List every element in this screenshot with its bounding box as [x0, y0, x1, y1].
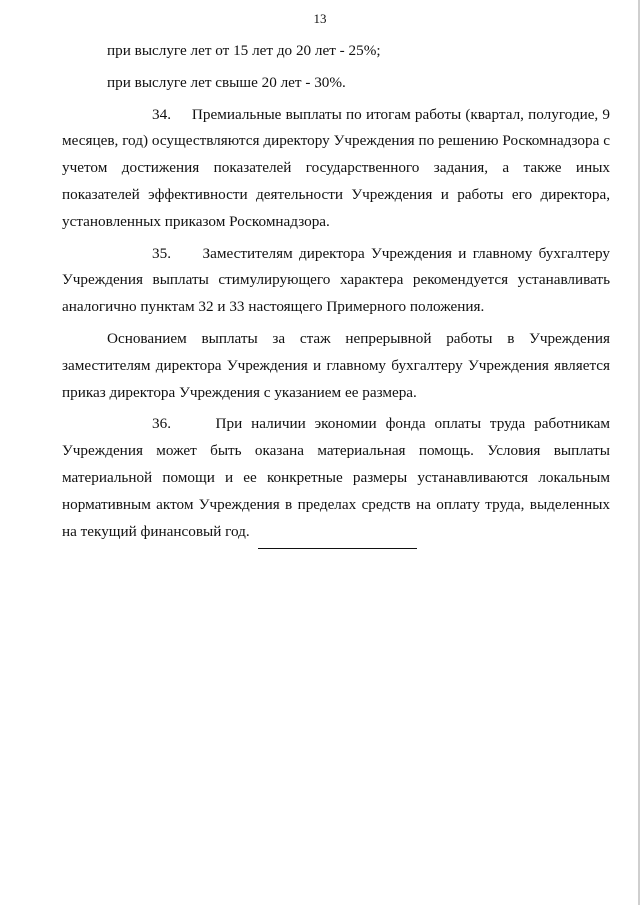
paragraph-35-text: Заместителям директора Учреждения и главному бухгалтеру Учреждения выплаты стимулирующего характера рекомендуется устанавливать аналогично пунктам 32 и 33 настоящего Примерного положения. — [62, 244, 610, 316]
paragraph-seniority-basis: Основанием выплаты за стаж непрерывной работы в Учреждения заместителям директора Учреждения и главному бухгалтеру Учреждения является приказ директора Учреждения с указанием ее размера. — [62, 329, 610, 401]
paragraph-34-number: 34. — [152, 105, 171, 123]
seniority-line-15-20: при выслуге лет от 15 лет до 20 лет - 25%; — [107, 42, 381, 59]
paragraph-35-number: 35. — [152, 244, 171, 262]
end-of-document-rule — [258, 548, 417, 549]
paragraph-34 — [62, 102, 610, 236]
paragraph-34-text: Премиальные выплаты по итогам работы (квартал, полугодие, 9 месяцев, год) осуществляются директору Учреждения по решению Роскомнадзора с учетом достижения показателей государственного задания, а также иных показателей эффективности деятельности Учреждения и работы его директора, установленных приказом Роскомнадзора. — [62, 105, 611, 230]
paragraph-36-text: При наличии экономии фонда оплаты труда работникам Учреждения может быть оказана материальная помощь. Условия выплаты материальной помощи и ее конкретные размеры устанавливаются локальным нормативным актом Учреждения в пределах средств на оплату труда, выделенных на текущий финансовый год. — [62, 415, 611, 540]
document-body — [62, 38, 610, 550]
paragraph-36-number: 36. — [152, 415, 171, 433]
seniority-line-over-20: при выслуге лет свыше 20 лет - 30%. — [107, 73, 346, 91]
paragraph-35 — [62, 241, 610, 321]
page-number: 13 — [313, 11, 327, 26]
paragraph-36 — [62, 411, 610, 545]
